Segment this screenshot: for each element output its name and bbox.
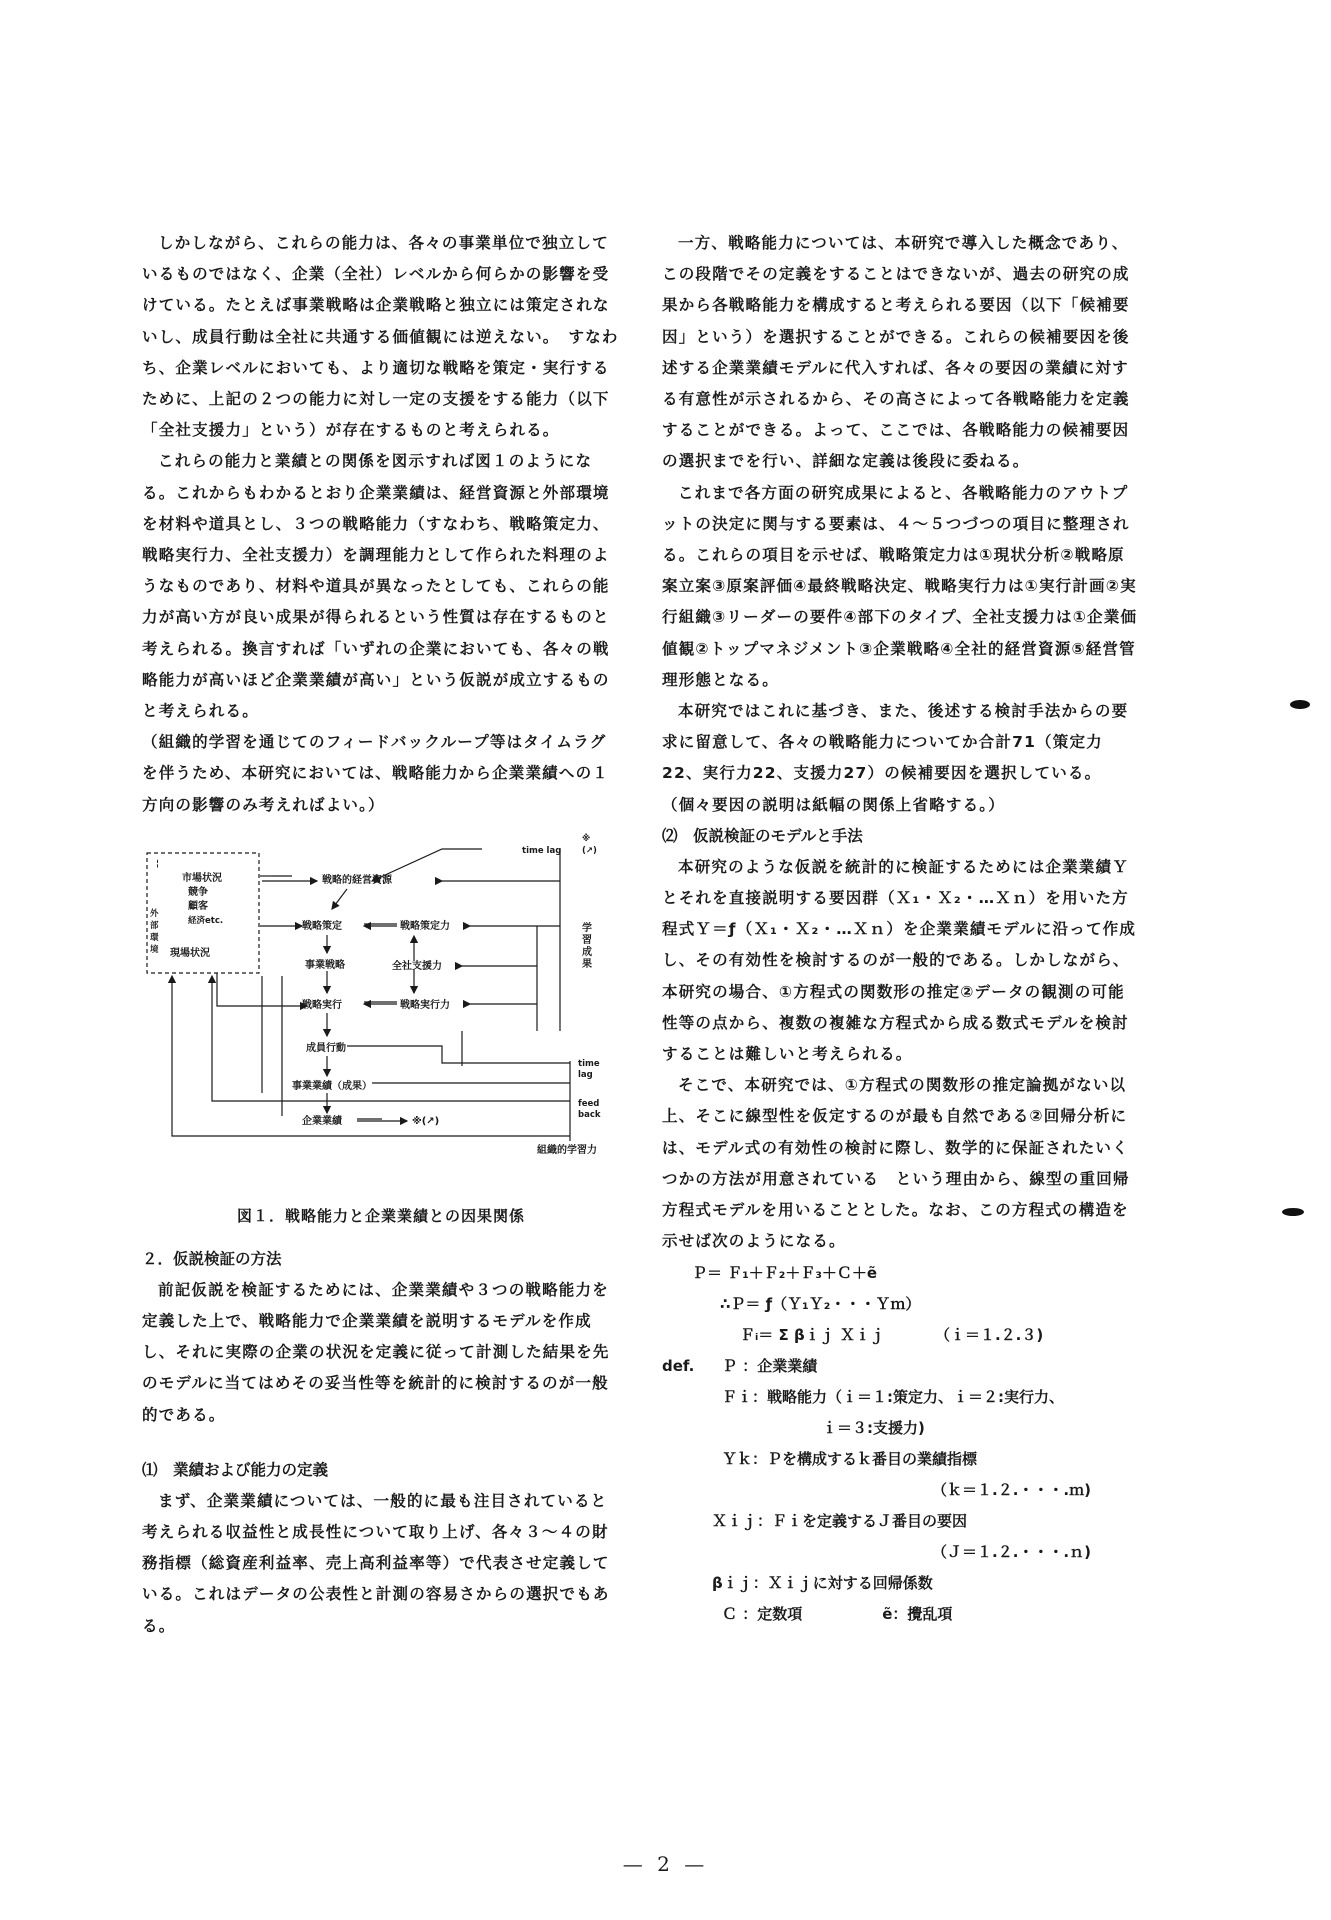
formula-def-line: （Ｊ＝１.２.・・・.ｎ): [932, 1542, 1091, 1561]
paragraph-note: （個々要因の説明は紙幅の関係上省略する。）: [662, 795, 1005, 814]
formula-def-line: βｉｊ：Ｘｉｊに対する回帰係数: [712, 1573, 933, 1592]
paragraph: しかしながら、これらの能力は、各々の事業単位で独立しているものではなく、企業（全社）レベルから何らかの影響を受けている。たとえば事業戦略は企業戦略と独立には策定されないし、成員行動は全社に共通する価値観には逆えない。 すなわち、企業レベルにおいても、より適切な戦略を策定・実行するために、上記の２つの能力に対し一定の支援をする能力（以下「全社支援力」という）が存在するものと考えられる。: [142, 234, 619, 440]
paragraph: そこで、本研究では、①方程式の関数形の推定論拠がない以上、そこに線型性を仮定するのが最も自然である②回帰分析には、モデル式の有効性の検討に際し、数学的に保証されたいくつかの方法が用意されている という理由から、線型の重回帰方程式モデルを用いることとした。なお、この方程式の構造を示せば次のようになる。: [662, 1076, 1130, 1251]
kome-label: ※(↗): [412, 1115, 440, 1127]
shienryoku-label: 全社支援力: [392, 960, 442, 972]
ext-item-4: 経済etc.: [188, 915, 224, 926]
figure-caption: 図１．戦略能力と企業業績との因果関係: [236, 1206, 525, 1225]
jigyo-gyoseki-label: 事業業績（成果）: [292, 1080, 372, 1092]
section-heading: ２．仮説検証の方法: [142, 1249, 282, 1268]
timelag-1: time: [578, 1058, 600, 1069]
formula-line: ∴Ｐ＝ ƒ（Ｙ₁Ｙ₂・・・Ｙｍ）: [720, 1294, 921, 1313]
formula-def-line: Ｃ ：定数項 ẽ：攪乱項: [722, 1604, 953, 1623]
genba-label: 現場状況: [170, 947, 210, 959]
paragraph: 本研究ではこれに基づき、また、後述する検討手法からの要求に留意して、各々の戦略能力についてか合計71（策定力22、実行力22、支援力27）の候補要因を選択している。: [662, 702, 1129, 783]
ext-item-2: 競争: [188, 886, 208, 898]
formula-def-line: ｉ＝３:支援力): [822, 1418, 925, 1437]
paragraph: これまで各方面の研究成果によると、各戦略能力のアウトプットの決定に関与する要素は、４～５つづつの項目に整理される。これらの項目を示せば、戦略策定力は①現状分析②戦略原案立案③原案評価④最終戦略決定、戦略実行力は①実行計画②実行組織③リーダーの要件④部下のタイプ、全社支援力は①企業価値観②トップマネジメント③企業戦略④全社的経営資源⑤経営管理形態となる。: [662, 483, 1138, 689]
paragraph: まず、企業業績については、一般的に最も注目されていると考えられる収益性と成長性について取り上げ、各々３～４の財務指標（総資産利益率、売上高利益率等）で代表させ定義している。これはデータの公表性と計測の容易さからの選択でもある。: [142, 1491, 610, 1635]
formula-line: Ｐ＝ Ｆ₁＋Ｆ₂＋Ｆ₃＋Ｃ＋ẽ: [692, 1263, 878, 1282]
feedback-1: feed: [578, 1098, 600, 1109]
soshiki-label: 組織的学習力: [537, 1144, 597, 1156]
paragraph: 本研究のような仮説を統計的に検証するためには企業業績Ｙとそれを直接説明する要因群（Ｘ₁・Ｘ₂・…Ｘｎ）を用いた方程式Ｙ＝ƒ（Ｘ₁・Ｘ₂・…Ｘｎ）を企業業績モデルに沿って作成し、その有効性を検討するのが一般的である。しかしながら、本研究の場合、①方程式の関数形の推定②データの観測の可能性等の点から、複数の複雑な方程式から成る数式モデルを検討することは難しいと考えられる。: [662, 857, 1137, 1064]
formula-block: [662, 1258, 1140, 1630]
jigyo-label: 事業戦略: [305, 959, 345, 971]
ext-side-label: 外部環境: [150, 908, 159, 955]
formula-line: Ｆᵢ＝ Σ βｉｊ Ｘｉｊ （ｉ＝１.２.３): [740, 1325, 1044, 1344]
kome-top-arrow: (↗): [582, 845, 597, 856]
ext-item-1: 市場状況: [182, 872, 222, 884]
paragraph-note: （組織的学習を通じてのフィードバックループ等はタイムラグを伴うため、本研究においては、戦略能力から企業業績への１方向の影響のみ考えればよい。）: [142, 733, 609, 814]
timelag-2: lag: [578, 1069, 593, 1080]
formula-def-line: def. Ｐ ：企業業績: [662, 1356, 818, 1375]
right-column: [662, 228, 1140, 1630]
timelag-top: time lag: [522, 845, 562, 856]
formula-def-line: Ｙｋ：Ｐを構成するｋ番目の業績指標: [722, 1449, 978, 1468]
formula-def-line: （ｋ＝１.２.・・・.ｍ): [932, 1480, 1091, 1499]
feedback-2: back: [578, 1109, 601, 1120]
subsection-heading: ⑵ 仮説検証のモデルと手法: [662, 826, 863, 845]
gakushu-label: 学習成果: [582, 922, 592, 970]
figure-1-diagram: [142, 831, 620, 1191]
resources-label: 戦略的経営資源: [322, 874, 392, 886]
seiin-label: 成員行動: [306, 1042, 346, 1054]
paragraph: 一方、戦略能力については、本研究で導入した概念であり、この段階でその定義をすることはできないが、過去の研究の成果から各戦略能力を構成すると考えられる要因（以下「候補要因」という）を選択することができる。これらの候補要因を後述する企業業績モデルに代入すれば、各々の要因の業績に対する有意性が示されるから、その高さによって各戦略能力を定義することができる。よって、ここでは、各戦略能力の候補要因の選択までを行い、詳細な定義は後段に委ねる。: [662, 234, 1130, 471]
ext-dash: ¦: [156, 858, 160, 869]
ext-item-3: 顧客: [188, 900, 208, 912]
paragraph: 前記仮説を検証するためには、企業業績や３つの戦略能力を定義した上で、戦略能力で企業業績を説明するモデルを作成し、それに実際の企業の状況を定義に従って計測した結果を先のモデルに当てはめその妥当性等を統計的に検討するのが一般的である。: [142, 1280, 610, 1424]
left-column: [142, 228, 620, 1642]
jikkoryoku-label: 戦略実行力: [400, 999, 450, 1011]
page-number: — 2 —: [622, 1852, 709, 1876]
subsection-heading: ⑴ 業績および能力の定義: [142, 1460, 329, 1479]
sakutei-label: 戦略策定: [302, 920, 342, 932]
sakuteiryoku-label: 戦略策定力: [400, 920, 450, 932]
margin-mark: [1290, 700, 1310, 709]
kome-top: ※: [582, 833, 591, 844]
formula-def-line: Ｘｉｊ：Ｆｉを定義するＪ番目の要因: [712, 1511, 968, 1530]
formula-def-line: Ｆｉ：戦略能力（ｉ＝１:策定力、ｉ＝２:実行力、: [722, 1387, 1064, 1406]
jikko-label: 戦略実行: [302, 999, 342, 1011]
margin-mark: [1282, 1208, 1304, 1216]
paragraph: これらの能力と業績との関係を図示すれば図１のようになる。これからもわかるとおり企業業績は、経営資源と外部環境を材料や道具とし、３つの戦略能力（すなわち、戦略策定力、戦略実行力、全社支援力）を調理能力として作られた料理のようなものであり、材料や道具が異なったとしても、これらの能力が高い方が良い成果が得られるという性質は存在するものと考えられる。換言すれば「いずれの企業においても、各々の戦略能力が高いほど企業業績が高い」という仮説が成立するものと考えられる。: [142, 452, 610, 721]
kigyo-gyoseki-label: 企業業績: [302, 1115, 342, 1127]
